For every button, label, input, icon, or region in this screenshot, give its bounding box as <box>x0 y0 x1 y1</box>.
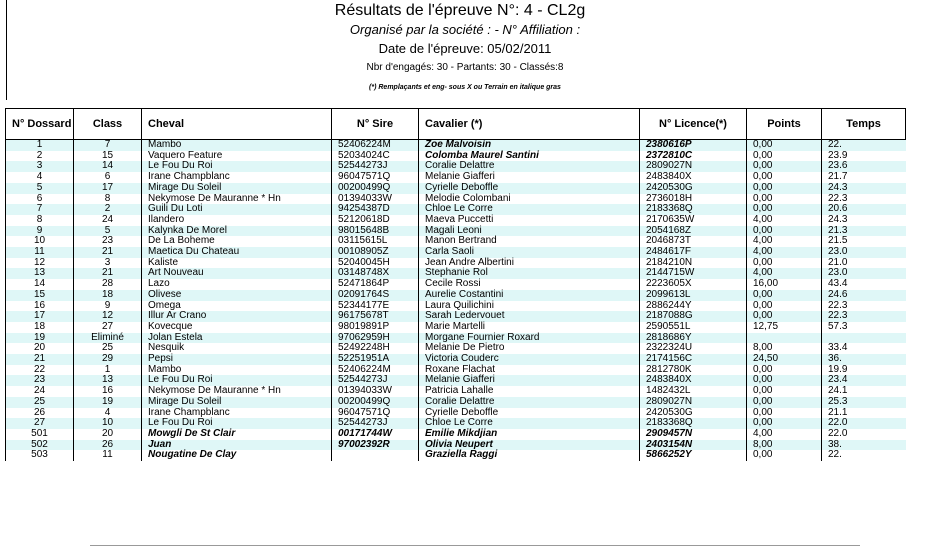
cell-licence: 2183368Q <box>640 204 747 215</box>
cell-cheval: Vaquero Feature <box>142 151 332 162</box>
cell-cavalier: Victoria Couderc <box>419 354 640 365</box>
cell-sire: 52040045H <box>332 258 419 269</box>
cell-class: 12 <box>74 311 142 322</box>
cell-temps: 21.5 <box>822 236 906 247</box>
cell-class: 7 <box>74 140 142 151</box>
cell-cheval: Guili Du Loti <box>142 204 332 215</box>
cell-points: 4,00 <box>747 215 822 226</box>
cell-class: 6 <box>74 172 142 183</box>
cell-dossard: 501 <box>6 429 74 440</box>
cell-sire: 52344177E <box>332 301 419 312</box>
cell-class: 5 <box>74 226 142 237</box>
col-header-dossard: N° Dossard <box>6 109 74 140</box>
cell-cheval: Juan <box>142 440 332 451</box>
cell-class: 24 <box>74 215 142 226</box>
cell-temps: 24.3 <box>822 215 906 226</box>
cell-cheval: Olivese <box>142 290 332 301</box>
cell-cavalier: Carla Saoli <box>419 247 640 258</box>
cell-dossard: 15 <box>6 290 74 301</box>
cell-licence: 2736018H <box>640 194 747 205</box>
cell-cheval: Nekymose De Mauranne * Hn <box>142 194 332 205</box>
cell-sire: 52544273J <box>332 161 419 172</box>
cell-licence: 2183368Q <box>640 418 747 429</box>
cell-cavalier: Cecile Rossi <box>419 279 640 290</box>
cell-class: 29 <box>74 354 142 365</box>
entry-counts: Nbr d'engagés: 30 - Partants: 30 - Classés:8 <box>366 62 564 73</box>
cell-licence: 2144715W <box>640 268 747 279</box>
cell-class: 23 <box>74 236 142 247</box>
cell-licence: 2322324U <box>640 343 747 354</box>
cell-licence: 2812780K <box>640 365 747 376</box>
cell-cavalier: Melanie Giafferi <box>419 375 640 386</box>
cell-cheval: Nekymose De Mauranne * Hn <box>142 386 332 397</box>
cell-class: 26 <box>74 440 142 451</box>
cell-cheval: Illur Ar Crano <box>142 311 332 322</box>
cell-cheval: Pepsi <box>142 354 332 365</box>
cell-points: 0,00 <box>747 161 822 172</box>
cell-cheval: Jolan Estela <box>142 333 332 344</box>
col-header-points: Points <box>747 109 822 140</box>
cell-dossard: 2 <box>6 151 74 162</box>
cell-sire: 03115615L <box>332 236 419 247</box>
cell-cavalier: Melanie De Pietro <box>419 343 640 354</box>
cell-cheval: De La Boheme <box>142 236 332 247</box>
header-row <box>6 109 906 140</box>
cell-sire: 98015648B <box>332 226 419 237</box>
cell-licence: 2223605X <box>640 279 747 290</box>
cell-cheval: Le Fou Du Roi <box>142 161 332 172</box>
cell-cavalier: Marie Martelli <box>419 322 640 333</box>
cell-cavalier: Magali Leoni <box>419 226 640 237</box>
cell-licence: 2380616P <box>640 140 747 151</box>
cell-cheval: Kaliste <box>142 258 332 269</box>
cell-sire: 98019891P <box>332 322 419 333</box>
cell-cavalier: Stephanie Rol <box>419 268 640 279</box>
cell-points: 12,75 <box>747 322 822 333</box>
cell-class: 16 <box>74 386 142 397</box>
cell-points: 24,50 <box>747 354 822 365</box>
cell-sire: 01394033W <box>332 194 419 205</box>
cell-points: 0,00 <box>747 386 822 397</box>
cell-dossard: 14 <box>6 279 74 290</box>
cell-dossard: 16 <box>6 301 74 312</box>
cell-licence: 2420530G <box>640 183 747 194</box>
cell-points: 0,00 <box>747 418 822 429</box>
cell-points: 0,00 <box>747 450 822 461</box>
cell-cavalier: Coralie Delattre <box>419 161 640 172</box>
cell-licence: 2099613L <box>640 290 747 301</box>
cell-points: 0,00 <box>747 397 822 408</box>
cell-cavalier: Laura Quilichini <box>419 301 640 312</box>
cell-licence: 2809027N <box>640 397 747 408</box>
cell-cheval: Lazo <box>142 279 332 290</box>
cell-licence: 5866252Y <box>640 450 747 461</box>
col-header-temps: Temps <box>822 109 906 140</box>
cell-points: 16,00 <box>747 279 822 290</box>
cell-points: 0,00 <box>747 226 822 237</box>
cell-dossard: 26 <box>6 408 74 419</box>
cell-cavalier: Olivia Neupert <box>419 440 640 451</box>
cell-cavalier: Melanie Giafferi <box>419 172 640 183</box>
cell-class: 17 <box>74 183 142 194</box>
cell-dossard: 21 <box>6 354 74 365</box>
col-header-licence: N° Licence(*) <box>640 109 747 140</box>
cell-points: 0,00 <box>747 408 822 419</box>
cell-dossard: 12 <box>6 258 74 269</box>
cell-class: 21 <box>74 247 142 258</box>
cell-licence: 2187088G <box>640 311 747 322</box>
cell-points: 0,00 <box>747 290 822 301</box>
cell-licence: 1482432L <box>640 386 747 397</box>
cell-sire: 52471864P <box>332 279 419 290</box>
cell-licence: 2483840X <box>640 172 747 183</box>
cell-temps: 24.6 <box>822 290 906 301</box>
cell-class: 19 <box>74 397 142 408</box>
cell-points: 0,00 <box>747 204 822 215</box>
cell-class: 8 <box>74 194 142 205</box>
cell-points: 0,00 <box>747 140 822 151</box>
cell-licence: 2818686Y <box>640 333 747 344</box>
cell-temps: 21.0 <box>822 258 906 269</box>
cell-sire: 96175678T <box>332 311 419 322</box>
cell-dossard: 6 <box>6 194 74 205</box>
cell-points: 4,00 <box>747 236 822 247</box>
cell-class: 21 <box>74 268 142 279</box>
col-header-cavalier: Cavalier (*) <box>419 109 640 140</box>
cell-points: 0,00 <box>747 183 822 194</box>
cell-dossard: 1 <box>6 140 74 151</box>
cell-class: 2 <box>74 204 142 215</box>
cell-sire: 00108905Z <box>332 247 419 258</box>
cell-cheval: Mirage Du Soleil <box>142 397 332 408</box>
cell-dossard: 503 <box>6 450 74 461</box>
cell-cavalier: Jean Andre Albertini <box>419 258 640 269</box>
cell-points: 0,00 <box>747 301 822 312</box>
table-row <box>6 450 906 461</box>
cell-licence: 2886244Y <box>640 301 747 312</box>
cell-dossard: 17 <box>6 311 74 322</box>
cell-licence: 2909457N <box>640 429 747 440</box>
results-body <box>6 140 906 462</box>
cell-cavalier: Coralie Delattre <box>419 397 640 408</box>
cell-sire: 52406224M <box>332 365 419 376</box>
cell-class: 25 <box>74 343 142 354</box>
cell-class: 20 <box>74 429 142 440</box>
cell-cavalier: Cyrielle Deboffle <box>419 183 640 194</box>
cell-licence: 2809027N <box>640 161 747 172</box>
cell-licence: 2170635W <box>640 215 747 226</box>
cell-cheval: Irane Champblanc <box>142 408 332 419</box>
cell-temps: 24.3 <box>822 183 906 194</box>
cell-licence: 2590551L <box>640 322 747 333</box>
cell-class: 15 <box>74 151 142 162</box>
cell-licence: 2483840X <box>640 375 747 386</box>
cell-class: 13 <box>74 375 142 386</box>
cell-cheval: Mambo <box>142 140 332 151</box>
cell-sire: 03148748X <box>332 268 419 279</box>
cell-temps: 23.4 <box>822 375 906 386</box>
cell-temps: 22.3 <box>822 311 906 322</box>
cell-cheval: Omega <box>142 301 332 312</box>
cell-cavalier: Zoe Malvoisin <box>419 140 640 151</box>
cell-sire: 52406224M <box>332 140 419 151</box>
cell-sire: 52034024C <box>332 151 419 162</box>
cell-temps: 21.1 <box>822 408 906 419</box>
cell-sire: 00171744W <box>332 429 419 440</box>
cell-sire: 01394033W <box>332 386 419 397</box>
cell-cheval: Mowgli De St Clair <box>142 429 332 440</box>
cell-cheval: Le Fou Du Roi <box>142 375 332 386</box>
cell-sire: 94254387D <box>332 204 419 215</box>
cell-class: 4 <box>74 408 142 419</box>
cell-points: 0,00 <box>747 194 822 205</box>
bottom-rule <box>90 545 860 546</box>
col-header-class: Class <box>74 109 142 140</box>
cell-cheval: Art Nouveau <box>142 268 332 279</box>
cell-points: 4,00 <box>747 247 822 258</box>
cell-temps: 22.3 <box>822 301 906 312</box>
cell-dossard: 27 <box>6 418 74 429</box>
organizer-line: Organisé par la société : - N° Affiliation : <box>349 22 581 37</box>
cell-licence: 2372810C <box>640 151 747 162</box>
cell-sire: 96047571Q <box>332 408 419 419</box>
cell-points: 0,00 <box>747 258 822 269</box>
cell-cheval: Le Fou Du Roi <box>142 418 332 429</box>
cell-points: 4,00 <box>747 429 822 440</box>
cell-cavalier: Colomba Maurel Santini <box>419 151 640 162</box>
cell-dossard: 5 <box>6 183 74 194</box>
cell-temps: 21.7 <box>822 172 906 183</box>
cell-points: 0,00 <box>747 172 822 183</box>
cell-dossard: 4 <box>6 172 74 183</box>
cell-dossard: 18 <box>6 322 74 333</box>
cell-dossard: 7 <box>6 204 74 215</box>
results-table-container <box>5 108 881 461</box>
cell-cavalier: Manon Bertrand <box>419 236 640 247</box>
cell-cheval: Mirage Du Soleil <box>142 183 332 194</box>
cell-temps: 22. <box>822 450 906 461</box>
cell-licence: 2054168Z <box>640 226 747 237</box>
cell-sire: 00200499Q <box>332 183 419 194</box>
cell-cheval: Kovecque <box>142 322 332 333</box>
cell-temps: 23.0 <box>822 268 906 279</box>
cell-sire: 52251951A <box>332 354 419 365</box>
cell-cheval: Ilandero <box>142 215 332 226</box>
cell-points: 0,00 <box>747 375 822 386</box>
cell-licence: 2403154N <box>640 440 747 451</box>
cell-temps: 25.3 <box>822 397 906 408</box>
legend-note: (*) Remplaçants et eng- sous X ou Terrain en italique gras <box>369 84 561 91</box>
cell-temps: 43.4 <box>822 279 906 290</box>
cell-cavalier: Cyrielle Deboffle <box>419 408 640 419</box>
cell-class: 28 <box>74 279 142 290</box>
cell-temps: 38. <box>822 440 906 451</box>
cell-class: 18 <box>74 290 142 301</box>
cell-dossard: 9 <box>6 226 74 237</box>
cell-points: 8,00 <box>747 440 822 451</box>
cell-temps: 22.0 <box>822 418 906 429</box>
cell-temps: 23.6 <box>822 161 906 172</box>
cell-temps: 21.3 <box>822 226 906 237</box>
cell-dossard: 10 <box>6 236 74 247</box>
cell-cavalier: Melodie Colombani <box>419 194 640 205</box>
col-header-sire: N° Sire <box>332 109 419 140</box>
cell-cheval: Nesquik <box>142 343 332 354</box>
cell-cavalier: Morgane Fournier Roxard <box>419 333 640 344</box>
cell-cavalier: Graziella Raggi <box>419 450 640 461</box>
cell-temps: 22.0 <box>822 429 906 440</box>
cell-cavalier: Maeva Puccetti <box>419 215 640 226</box>
cell-sire: 97002392R <box>332 440 419 451</box>
cell-sire: 97062959H <box>332 333 419 344</box>
cell-dossard: 11 <box>6 247 74 258</box>
cell-temps: 19.9 <box>822 365 906 376</box>
cell-temps: 33.4 <box>822 343 906 354</box>
cell-cavalier: Aurelie Costantini <box>419 290 640 301</box>
cell-dossard: 8 <box>6 215 74 226</box>
cell-points: 0,00 <box>747 365 822 376</box>
cell-points: 0,00 <box>747 311 822 322</box>
cell-class: 3 <box>74 258 142 269</box>
cell-sire: 52492248H <box>332 343 419 354</box>
cell-temps: 22. <box>822 140 906 151</box>
cell-temps: 23.0 <box>822 247 906 258</box>
col-header-cheval: Cheval <box>142 109 332 140</box>
cell-dossard: 22 <box>6 365 74 376</box>
cell-class: 1 <box>74 365 142 376</box>
cell-sire: 52544273J <box>332 418 419 429</box>
cell-cavalier: Sarah Ledervouet <box>419 311 640 322</box>
cell-points: 0,00 <box>747 151 822 162</box>
cell-class: 10 <box>74 418 142 429</box>
cell-temps: 20.6 <box>822 204 906 215</box>
cell-licence: 2174156C <box>640 354 747 365</box>
cell-class: 27 <box>74 322 142 333</box>
cell-cavalier: Roxane Flachat <box>419 365 640 376</box>
cell-class: Eliminé <box>74 333 142 344</box>
cell-cheval: Nougatine De Clay <box>142 450 332 461</box>
cell-cavalier: Patricia Lahalle <box>419 386 640 397</box>
cell-sire <box>332 450 419 461</box>
cell-dossard: 24 <box>6 386 74 397</box>
cell-licence: 2046873T <box>640 236 747 247</box>
table-row <box>6 397 906 408</box>
cell-points: 8,00 <box>747 343 822 354</box>
cell-cavalier: Emilie Mikdjian <box>419 429 640 440</box>
cell-temps: 36. <box>822 354 906 365</box>
cell-cheval: Kalynka De Morel <box>142 226 332 237</box>
cell-temps: 23.9 <box>822 151 906 162</box>
cell-class: 14 <box>74 161 142 172</box>
cell-dossard: 13 <box>6 268 74 279</box>
cell-sire: 02091764S <box>332 290 419 301</box>
cell-dossard: 25 <box>6 397 74 408</box>
cell-dossard: 3 <box>6 161 74 172</box>
cell-temps: 24.1 <box>822 386 906 397</box>
cell-licence: 2184210N <box>640 258 747 269</box>
table-row <box>6 183 906 194</box>
cell-licence: 2420530G <box>640 408 747 419</box>
cell-cavalier: Chloe Le Corre <box>419 418 640 429</box>
results-title: Résultats de l'épreuve N°: 4 - CL2g <box>334 2 586 19</box>
cell-temps: 57.3 <box>822 322 906 333</box>
cell-cheval: Maetica Du Chateau <box>142 247 332 258</box>
cell-sire: 52120618D <box>332 215 419 226</box>
cell-class: 9 <box>74 301 142 312</box>
cell-cavalier: Chloe Le Corre <box>419 204 640 215</box>
cell-class: 11 <box>74 450 142 461</box>
cell-dossard: 19 <box>6 333 74 344</box>
cell-dossard: 20 <box>6 343 74 354</box>
cell-cheval: Mambo <box>142 365 332 376</box>
table-row <box>6 290 906 301</box>
cell-temps: 22.3 <box>822 194 906 205</box>
event-date: Date de l'épreuve: 05/02/2011 <box>378 41 552 56</box>
results-table <box>5 108 906 461</box>
cell-sire: 00200499Q <box>332 397 419 408</box>
cell-sire: 96047571Q <box>332 172 419 183</box>
cell-cheval: Irane Champblanc <box>142 172 332 183</box>
cell-licence: 2484617F <box>640 247 747 258</box>
cell-dossard: 502 <box>6 440 74 451</box>
cell-sire: 52544273J <box>332 375 419 386</box>
cell-points: 4,00 <box>747 268 822 279</box>
cell-dossard: 23 <box>6 375 74 386</box>
